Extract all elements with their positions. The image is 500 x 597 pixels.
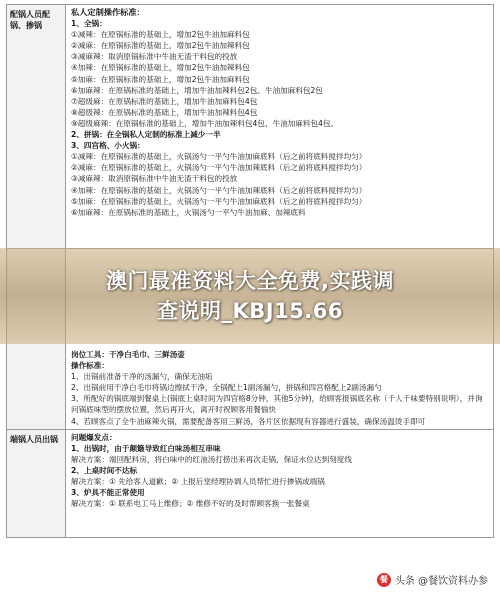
- list-item: 1、出锅前准备干净的汤漏勺，确保无油垢: [71, 372, 213, 382]
- list-item: ④加辣：在原锅标准的基础上，增加2包牛油加辣料包: [71, 63, 250, 73]
- list-item: 2、出锅前用干净白毛巾将锅边擦拭干净，全锅配上1副汤漏勺，拼锅和四宫格配上2副汤漏勺: [71, 383, 382, 393]
- source-watermark: [373, 570, 492, 589]
- row-label: 端锅人员出锅: [10, 434, 58, 444]
- overlay-title-line-1: 澳门最准资料大全免费,实践调: [106, 269, 394, 293]
- table-row: [7, 5, 494, 249]
- list-item: 3、四宫格、小火锅：: [71, 141, 145, 151]
- list-item: 3、所配好的锅底端到餐桌上(锅底上桌时间为四宫格8分钟，其他5分钟)，给顾客报锅底名称（千人千味要特别说明），并询问锅底味型的摆放位置，然后再开火，离开时祝顾客用餐愉快: [71, 394, 483, 415]
- overlay-title-line-2: 查说明_KBJ15.66: [156, 299, 344, 323]
- list-item: ④加辣：在原锅标准的基础上，火锅汤勺一平勺牛油加辣底料（后之前将底料搅拌均匀）: [71, 185, 367, 195]
- row-content-cell: [66, 429, 494, 537]
- title-overlay-banner: [0, 248, 500, 344]
- list-item: 3、炉具不能正常使用: [71, 488, 145, 498]
- list-item: ⑤加麻：在原锅标准的基础上，增加2包牛油加麻料包: [71, 74, 250, 84]
- list-item: ⑥加麻辣：在原锅标准的基础上，火锅汤勺一平勺牛油加麻、加辣底料: [71, 207, 306, 217]
- list-item: ⑦超级麻：在原锅标准的基础上，增加牛油加麻料包4包: [71, 96, 258, 106]
- list-item: 2、拼锅：在全锅私人定制的标准上减少一半: [71, 130, 221, 140]
- list-item: 1、全锅：: [71, 19, 107, 29]
- list-item: 问题爆发点：: [71, 432, 117, 442]
- row-label: 配锅人员配锅、掺锅: [10, 10, 50, 30]
- row-label-cell: [7, 5, 66, 249]
- list-item: ①减辣：在原锅标准的基础上，增加2包牛油加麻料包: [71, 30, 250, 40]
- list-item: ⑤加麻：在原锅标准的基础上，火锅汤勺一平勺牛油加麻底料（后之前将底料搅拌均匀）: [71, 196, 367, 206]
- row-label-cell: [7, 429, 66, 537]
- list-item: ③减麻辣：取消原锅标准中牛油无渣干料包的投放: [71, 174, 238, 184]
- table-row: [7, 429, 494, 537]
- list-item: 岗位工具：干净白毛巾、三鲜汤壶: [71, 350, 185, 359]
- watermark-text: 头条 @餐饮资料办参: [394, 576, 488, 587]
- list-item: ②减麻：在原锅标准的基础上，火锅汤勺一平勺牛油加辣底料（后之前将底料搅拌均匀）: [71, 163, 367, 173]
- list-item: 1、出锅时，由于颠簸导致红白味汤相互串味: [71, 443, 221, 453]
- list-item: ⑧超级辣：在原锅标准的基础上，增加牛油加辣料包4包: [71, 107, 258, 117]
- list-item: ⑨超级麻辣：在原锅标准的基础上，增加牛油加辣料包4包、牛油加麻料包4包。: [71, 118, 339, 128]
- section-title: 私人定制操作标准：: [71, 7, 145, 17]
- list-item: 解决方案：① 先给客人道歉；② 上报后堂经理协调人员帮忙进行掺锅或端锅: [71, 477, 325, 487]
- list-item: ①减辣：在原锅标准的基础上，火锅汤勺一平勺牛油加麻底料（后之前将底料搅拌均匀）: [71, 152, 367, 162]
- list-item: 2、上桌时间不达标: [71, 465, 138, 475]
- list-item: 解决方案：① 联系电工马上维修；② 维修不好的及时帮顾客换一张餐桌: [71, 499, 310, 509]
- list-item: 操作标准：: [71, 361, 109, 371]
- row-content-cell: [66, 5, 494, 249]
- list-item: ②减麻：在原锅标准的基础上，增加2包牛油加辣料包: [71, 41, 250, 51]
- list-item: 4、若顾客点了全牛油麻辣火锅，需要配备客用三鲜汤，各片区依据现有容器进行盛装，确保汤温烫手即可: [71, 416, 426, 426]
- list-item: 解决方案：端回配料房，将白味中的红油汤打捞出来再次走锅，保证水位达到刻度线: [71, 454, 352, 464]
- list-item: ③减麻辣：取消原锅标准中牛油无渣干料包的投放: [71, 52, 238, 62]
- list-item: ⑥加麻辣：在原锅标准的基础上，增加牛油加辣料包2包、牛油加麻料包2包: [71, 85, 323, 95]
- author-avatar-icon: 餐: [377, 573, 391, 587]
